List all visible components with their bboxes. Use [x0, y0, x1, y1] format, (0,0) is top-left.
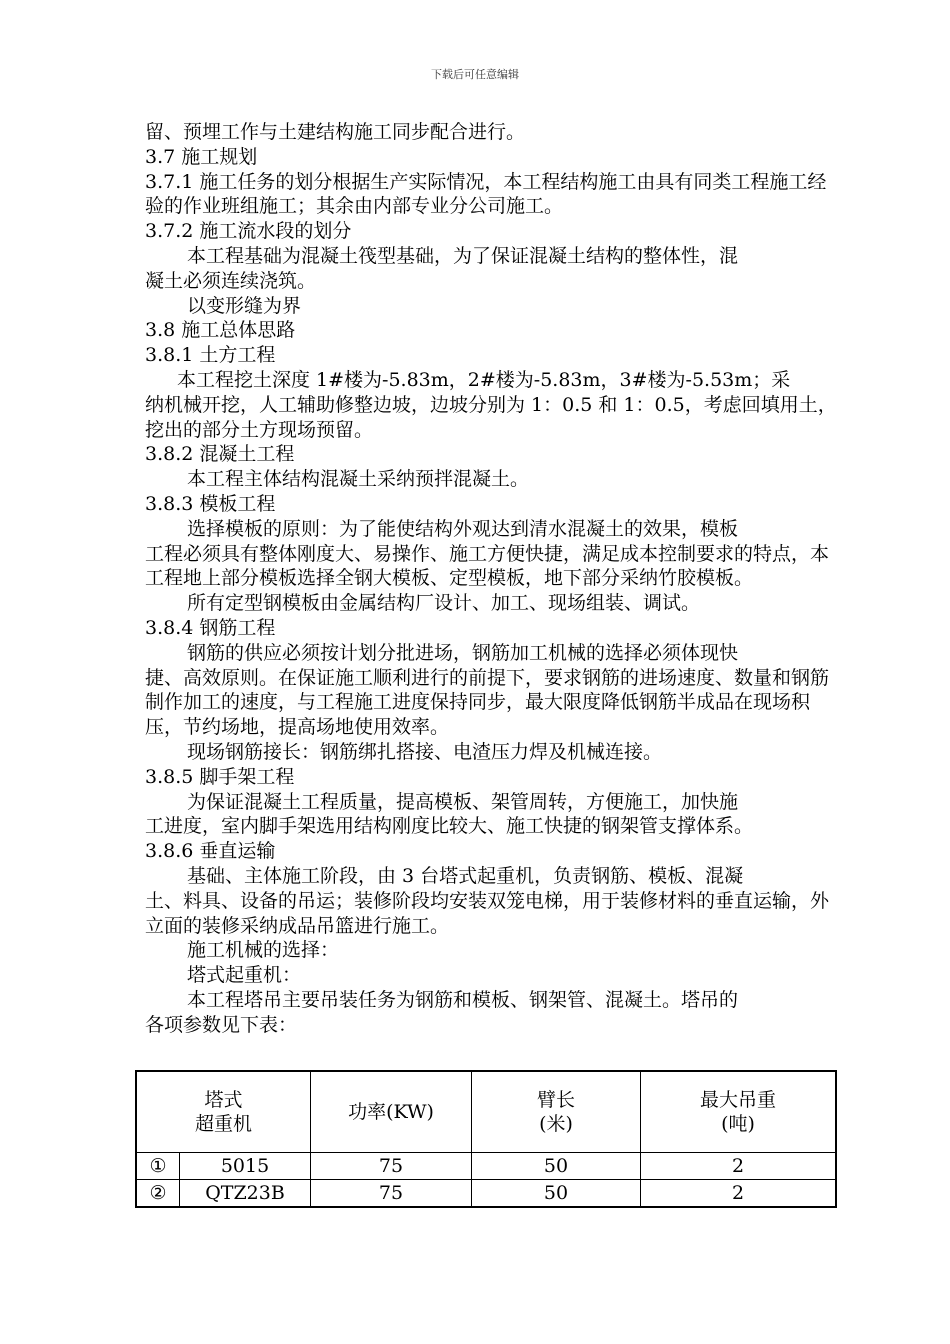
- paragraph: 基础、主体施工阶段，由 3 台塔式起重机，负责钢筋、模板、混凝: [187, 864, 744, 887]
- row-number: ②: [136, 1180, 180, 1208]
- paragraph: 本工程基础为混凝土筏型基础，为了保证混凝土结构的整体性，混: [187, 244, 739, 267]
- table-header-row: [136, 1071, 836, 1153]
- crane-model: 5015: [180, 1153, 311, 1180]
- header-arm-length: 臂长 (米): [472, 1071, 641, 1153]
- paragraph: 纳机械开挖，人工辅助修整边坡，边坡分别为 1：0.5 和 1：0.5，考虑回填用土，挖出的部分土方现场预留。: [145, 393, 837, 441]
- paragraph: 3.7.2 施工流水段的划分: [145, 220, 352, 243]
- paragraph: 钢筋的供应必须按计划分批进场，钢筋加工机械的选择必须体现快: [187, 641, 739, 664]
- paragraph: 3.7 施工规划: [145, 145, 258, 168]
- paragraph: 留、预埋工作与土建结构施工同步配合进行。: [145, 121, 526, 143]
- paragraph: 选择模板的原则：为了能使结构外观达到清水混凝土的效果，模板: [187, 517, 739, 540]
- paragraph: 凝土必须连续浇筑。: [145, 269, 317, 292]
- page-header-note: 下载后可任意编辑: [431, 68, 519, 81]
- paragraph: 3.8.4 钢筋工程: [145, 616, 276, 639]
- header-max-load: 最大吊重 (吨): [641, 1071, 837, 1153]
- paragraph: 土、料具、设备的吊运；装修阶段均安装双笼电梯，用于装修材料的垂直运输，外立面的装修采纳成品吊篮进行施工。: [145, 889, 830, 937]
- paragraph: 施工机械的选择：: [187, 939, 340, 962]
- paragraph: 为保证混凝土工程质量，提高模板、架管周转，方便施工，加快施: [187, 790, 739, 813]
- paragraph: 本工程挖土深度 1#楼为-5.83m，2#楼为-5.83m，3#楼为-5.53m；采: [177, 368, 791, 391]
- paragraph: 工进度，室内脚手架选用结构刚度比较大、施工快捷的钢架管支撑体系。: [145, 815, 754, 838]
- paragraph: 3.8.5 脚手架工程: [145, 765, 295, 788]
- header-crane: 塔式 超重机: [136, 1071, 311, 1153]
- document-body: [145, 120, 845, 1037]
- crane-arm-length: 50: [472, 1153, 641, 1180]
- crane-max-load: 2: [641, 1153, 837, 1180]
- crane-max-load: 2: [641, 1180, 837, 1208]
- row-number: ①: [136, 1153, 180, 1180]
- paragraph: 所有定型钢模板由金属结构厂设计、加工、现场组装、调试。: [187, 592, 701, 615]
- paragraph: 各项参数见下表：: [145, 1013, 298, 1036]
- paragraph: 本工程塔吊主要吊装任务为钢筋和模板、钢架管、混凝土。塔吊的: [187, 988, 739, 1011]
- paragraph: 3.7.1 施工任务的划分根据生产实际情况，本工程结构施工由具有同类工程施工经验的作业班组施工；其余由内部专业分公司施工。: [145, 170, 827, 218]
- paragraph: 现场钢筋接长：钢筋绑扎搭接、电渣压力焊及机械连接。: [187, 740, 663, 763]
- paragraph: 本工程主体结构混凝土采纳预拌混凝土。: [187, 468, 530, 491]
- crane-model: QTZ23B: [180, 1180, 311, 1208]
- crane-power: 75: [311, 1180, 472, 1208]
- crane-arm-length: 50: [472, 1180, 641, 1208]
- table-row: [136, 1180, 836, 1208]
- paragraph: 塔式起重机：: [187, 964, 302, 987]
- tower-crane-spec-table: [135, 1070, 837, 1208]
- paragraph: 工程必须具有整体刚度大、易操作、施工方便快捷，满足成本控制要求的特点，本工程地上部分模板选择全钢大模板、定型模板，地下部分采纳竹胶模板。: [145, 542, 830, 590]
- paragraph: 3.8.2 混凝土工程: [145, 443, 295, 466]
- paragraph: 捷、高效原则。在保证施工顺利进行的前提下，要求钢筋的进场速度、数量和钢筋制作加工的速度，与工程施工进度保持同步，最大限度降低钢筋半成品在现场积压，节约场地，提高场地使用效率。: [145, 666, 830, 739]
- paragraph: 3.8.3 模板工程: [145, 492, 276, 515]
- paragraph: 3.8.6 垂直运输: [145, 840, 276, 863]
- header-power: 功率(KW): [311, 1071, 472, 1153]
- paragraph: 以变形缝为界: [187, 294, 302, 317]
- paragraph: 3.8 施工总体思路: [145, 319, 296, 342]
- paragraph: 3.8.1 土方工程: [145, 344, 276, 367]
- table-row: [136, 1153, 836, 1180]
- crane-power: 75: [311, 1153, 472, 1180]
